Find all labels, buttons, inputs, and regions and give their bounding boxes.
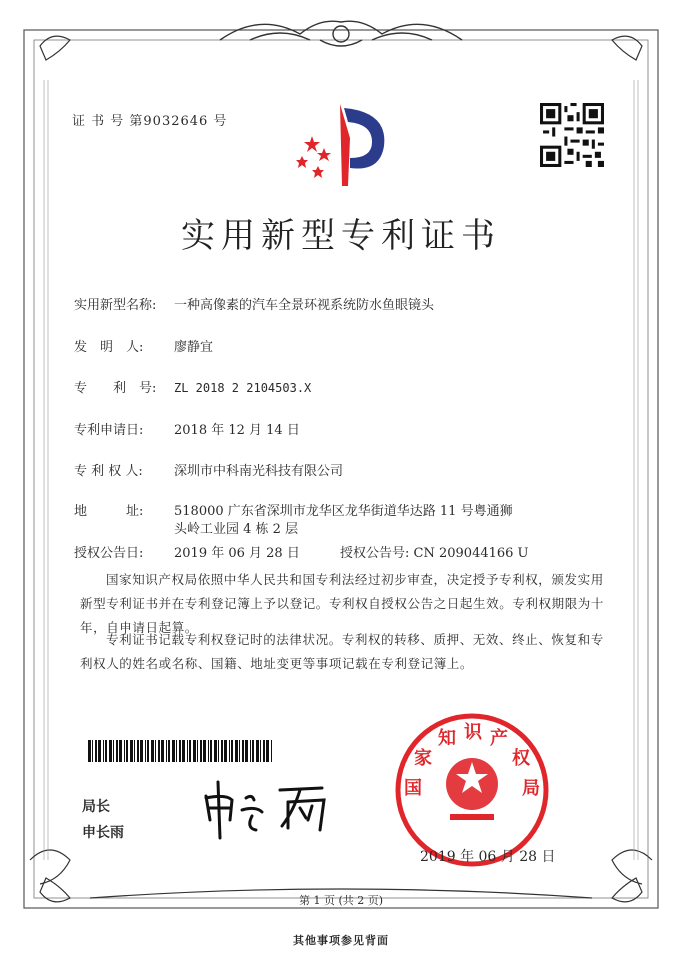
field-patentee — [74, 460, 343, 479]
seal-date: 2019 年 06 月 28 日 — [420, 849, 556, 865]
seal-char: 权 — [512, 748, 530, 769]
seal-char: 国 — [404, 778, 422, 799]
top-ornament — [220, 21, 462, 46]
seal-char: 产 — [490, 728, 508, 749]
field-label: 专 利 号: — [74, 381, 157, 396]
field-label: 地 址: — [74, 504, 144, 519]
field-value: ZL 2018 2 2104503.X — [174, 381, 312, 395]
field-inventor — [74, 336, 213, 355]
field-value: 一种高像素的汽车全景环视系统防水鱼眼镜头 — [174, 298, 435, 313]
field-address — [74, 500, 513, 519]
certificate-title: 实用新型专利证书 — [181, 216, 501, 256]
certificate-number: 证 书 号 第9032646 号 — [72, 114, 228, 129]
page-indicator: 第 1 页 (共 2 页) — [298, 894, 384, 907]
statement-paragraph-2: 专利证书记载专利权登记时的法律状况。专利权的转移、质押、无效、终止、恢复和专利权人的姓名或名称、国籍、地址变更等事项记载在专利登记簿上。 — [80, 632, 604, 671]
field-label: 专 利 权 人: — [74, 464, 143, 479]
seal-char: 知 — [438, 728, 456, 749]
field-label: 发 明 人: — [74, 340, 144, 355]
field-label: 授权公告号: — [340, 546, 410, 561]
director-name: 申长雨 — [82, 825, 124, 841]
field-value: 廖静宜 — [174, 340, 214, 355]
field-grant-date — [74, 542, 300, 561]
field-application-date — [74, 419, 300, 438]
seal-char: 识 — [464, 722, 482, 743]
field-value-line1: 518000 广东省深圳市龙华区龙华街道华达路 11 号粤通狮 — [174, 504, 513, 519]
field-value: 2019 年 06 月 28 日 — [174, 546, 300, 561]
seal-char: 局 — [522, 778, 540, 799]
qr-code-icon — [540, 103, 604, 167]
field-address-line2: 头岭工业园 4 栋 2 层 — [174, 522, 299, 537]
footer-note: 其他事项参见背面 — [293, 934, 389, 947]
field-value: 深圳市中科南光科技有限公司 — [174, 464, 344, 479]
seal-char: 家 — [414, 748, 432, 769]
field-value: 2018 年 12 月 14 日 — [174, 423, 300, 438]
field-label: 专利申请日: — [74, 423, 144, 438]
field-label: 授权公告日: — [74, 546, 144, 561]
patent-office-logo-icon — [292, 98, 392, 188]
field-utility-model-name — [74, 294, 434, 313]
field-label: 实用新型名称: — [74, 298, 157, 313]
field-grant-number — [340, 542, 529, 561]
director-signature-icon — [196, 776, 346, 840]
barcode-icon — [88, 740, 274, 762]
field-patent-number — [74, 377, 311, 396]
director-title: 局长 — [82, 799, 110, 815]
field-value: CN 209044166 U — [413, 546, 529, 561]
statement-paragraph-1: 国家知识产权局依照中华人民共和国专利法经过初步审查，决定授予专利权，颁发实用新型专利证书并在专利登记簿上予以登记。专利权自授权公告之日起生效。专利权期限为十年，自申请日起算。 — [80, 572, 605, 635]
